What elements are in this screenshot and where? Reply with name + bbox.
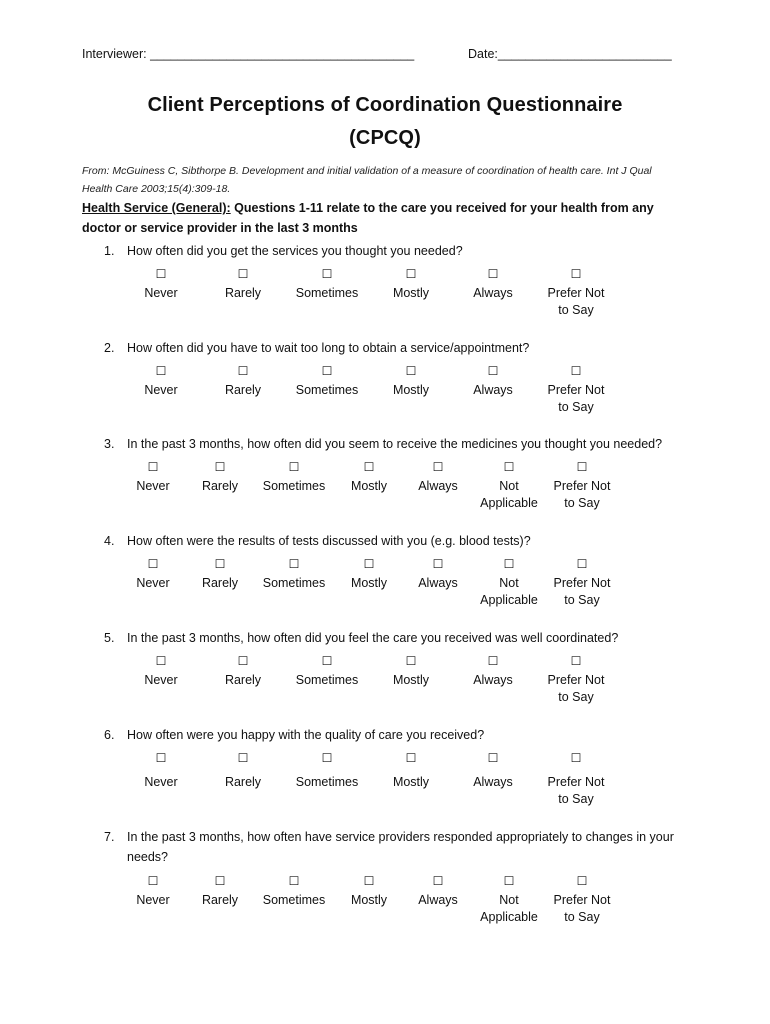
checkbox-icon[interactable]: ☐ [155, 654, 167, 668]
option-label: Prefer Not to Say [547, 673, 605, 704]
question-text: How often were you happy with the quality of care you received? [127, 728, 485, 742]
option-label: Never [136, 576, 170, 590]
option-label: Rarely [201, 576, 239, 590]
checkbox-icon[interactable]: ☐ [487, 364, 499, 378]
checkbox-icon[interactable]: ☐ [405, 267, 417, 281]
option-always[interactable] [398, 459, 478, 495]
checkbox-icon[interactable]: ☐ [321, 267, 333, 281]
option-label: Never [144, 673, 178, 687]
option-label: Never [144, 775, 178, 789]
checkbox-icon[interactable]: ☐ [214, 874, 226, 888]
option-label: Rarely [224, 673, 262, 687]
option-never[interactable] [121, 363, 201, 399]
header-line [82, 47, 682, 61]
option-label: Sometimes [262, 893, 326, 907]
checkbox-icon[interactable]: ☐ [147, 874, 159, 888]
checkbox-icon[interactable]: ☐ [576, 874, 588, 888]
option-rarely[interactable] [180, 556, 260, 592]
section-heading [82, 198, 682, 238]
checkbox-icon[interactable]: ☐ [288, 557, 300, 571]
option-label: Never [136, 893, 170, 907]
option-sometimes[interactable] [254, 556, 334, 592]
checkbox-icon[interactable]: ☐ [503, 460, 515, 474]
option-never[interactable] [121, 653, 201, 689]
option-label: Never [144, 383, 178, 397]
option-not-applicable[interactable] [476, 556, 542, 609]
option-not-applicable[interactable] [476, 459, 542, 512]
question-number: 4. [104, 534, 115, 548]
option-label: Always [473, 383, 513, 397]
checkbox-icon[interactable]: ☐ [570, 654, 582, 668]
checkbox-icon[interactable]: ☐ [576, 460, 588, 474]
option-label: Prefer Not to Say [553, 479, 611, 510]
checkbox-icon[interactable]: ☐ [155, 751, 167, 765]
option-label: Never [136, 479, 170, 493]
option-mostly[interactable] [371, 750, 451, 791]
option-sometimes[interactable] [287, 750, 367, 791]
section-label: Health Service (General): [82, 201, 231, 215]
checkbox-icon[interactable]: ☐ [237, 267, 249, 281]
option-label: Never [144, 286, 178, 300]
option-label: Sometimes [262, 576, 326, 590]
checkbox-icon[interactable]: ☐ [363, 460, 375, 474]
checkbox-icon[interactable]: ☐ [237, 364, 249, 378]
checkbox-icon[interactable]: ☐ [570, 267, 582, 281]
option-label: Always [473, 286, 513, 300]
question-number: 7. [104, 830, 115, 844]
option-label: Mostly [392, 383, 430, 397]
option-label: Sometimes [295, 286, 359, 300]
option-label: Prefer Not to Say [547, 775, 605, 806]
option-label: Rarely [224, 286, 262, 300]
option-label: Prefer Not to Say [547, 286, 605, 317]
option-label: Rarely [224, 775, 262, 789]
option-label: Rarely [201, 893, 239, 907]
option-always[interactable] [453, 363, 533, 399]
checkbox-icon[interactable]: ☐ [576, 557, 588, 571]
option-label: Prefer Not to Say [547, 383, 605, 414]
option-not-applicable[interactable] [476, 873, 542, 926]
date-field[interactable]: Date:_________________________ [468, 47, 672, 61]
option-label: Not Applicable [480, 893, 538, 924]
checkbox-icon[interactable]: ☐ [363, 557, 375, 571]
checkbox-icon[interactable]: ☐ [405, 751, 417, 765]
question-number: 2. [104, 341, 115, 355]
option-label: Always [418, 576, 458, 590]
option-always[interactable] [453, 750, 533, 791]
option-never[interactable] [121, 750, 201, 791]
option-prefer-not-to-say[interactable] [543, 653, 609, 706]
option-prefer-not-to-say[interactable] [549, 873, 615, 926]
checkbox-icon[interactable]: ☐ [503, 874, 515, 888]
page-subtitle: (CPCQ) [349, 127, 421, 149]
option-label: Always [418, 479, 458, 493]
question-text: How often were the results of tests discussed with you (e.g. blood tests)? [127, 534, 531, 548]
checkbox-icon[interactable]: ☐ [432, 874, 444, 888]
checkbox-icon[interactable]: ☐ [321, 654, 333, 668]
checkbox-icon[interactable]: ☐ [570, 364, 582, 378]
option-label: Not Applicable [480, 576, 538, 607]
checkbox-icon[interactable]: ☐ [237, 751, 249, 765]
checkbox-icon[interactable]: ☐ [321, 364, 333, 378]
option-rarely[interactable] [203, 363, 283, 399]
option-prefer-not-to-say[interactable] [543, 363, 609, 416]
option-sometimes[interactable] [254, 873, 334, 909]
question-text: In the past 3 months, how often did you feel the care you received was well coordinated? [127, 631, 619, 645]
question-text: In the past 3 months, how often did you seem to receive the medicines you thought you needed? [127, 437, 663, 451]
option-rarely[interactable] [180, 873, 260, 909]
option-label: Mostly [392, 673, 430, 687]
checkbox-icon[interactable]: ☐ [487, 654, 499, 668]
option-label: Sometimes [295, 775, 359, 789]
option-prefer-not-to-say[interactable] [543, 266, 609, 319]
option-label: Not Applicable [480, 479, 538, 510]
checkbox-icon[interactable]: ☐ [487, 267, 499, 281]
question-text: In the past 3 months, how often have service providers responded appropriately to changes in your needs? [127, 830, 674, 864]
citation: From: McGuiness C, Sibthorpe B. Development and initial validation of a measure of coordination of health care. Int J Qual Health Care 2003;15(4):309-18. [82, 165, 652, 195]
question-number: 3. [104, 437, 115, 451]
checkbox-icon[interactable]: ☐ [155, 364, 167, 378]
option-mostly[interactable] [371, 363, 451, 399]
option-label: Mostly [392, 775, 430, 789]
option-rarely[interactable] [203, 653, 283, 689]
checkbox-icon[interactable]: ☐ [363, 874, 375, 888]
option-label: Prefer Not to Say [553, 893, 611, 924]
checkbox-icon[interactable]: ☐ [214, 557, 226, 571]
option-never[interactable] [121, 266, 201, 302]
option-label: Sometimes [295, 383, 359, 397]
question-text: How often did you have to wait too long to obtain a service/appointment? [127, 341, 530, 355]
option-mostly[interactable] [371, 266, 451, 302]
checkbox-icon[interactable]: ☐ [147, 557, 159, 571]
checkbox-icon[interactable]: ☐ [405, 364, 417, 378]
section-text: Questions 1-11 relate to the care you received for your health from any doctor or service provider in the last 3 months [82, 201, 654, 235]
checkbox-icon[interactable]: ☐ [155, 267, 167, 281]
option-label: Mostly [392, 286, 430, 300]
option-mostly[interactable] [371, 653, 451, 689]
option-always[interactable] [453, 266, 533, 302]
option-always[interactable] [398, 873, 478, 909]
checkbox-icon[interactable]: ☐ [288, 460, 300, 474]
option-prefer-not-to-say[interactable] [543, 750, 609, 808]
option-label: Mostly [350, 893, 388, 907]
checkbox-icon[interactable]: ☐ [321, 751, 333, 765]
checkbox-icon[interactable]: ☐ [487, 751, 499, 765]
option-sometimes[interactable] [287, 266, 367, 302]
option-label: Always [473, 775, 513, 789]
option-prefer-not-to-say[interactable] [549, 556, 615, 609]
option-label: Always [418, 893, 458, 907]
option-sometimes[interactable] [287, 653, 367, 689]
option-label: Sometimes [295, 673, 359, 687]
option-mostly[interactable] [329, 873, 409, 909]
option-label: Rarely [224, 383, 262, 397]
question-number: 1. [104, 244, 115, 258]
option-always[interactable] [453, 653, 533, 689]
interviewer-field[interactable]: Interviewer: ______________________________________ [82, 47, 415, 61]
checkbox-icon[interactable]: ☐ [288, 874, 300, 888]
checkbox-icon[interactable]: ☐ [214, 460, 226, 474]
option-sometimes[interactable] [254, 459, 334, 495]
checkbox-icon[interactable]: ☐ [570, 751, 582, 765]
checkbox-icon[interactable]: ☐ [237, 654, 249, 668]
checkbox-icon[interactable]: ☐ [405, 654, 417, 668]
checkbox-icon[interactable]: ☐ [432, 460, 444, 474]
option-prefer-not-to-say[interactable] [549, 459, 615, 512]
option-sometimes[interactable] [287, 363, 367, 399]
option-rarely[interactable] [203, 266, 283, 302]
option-label: Prefer Not to Say [553, 576, 611, 607]
question-text: How often did you get the services you thought you needed? [127, 244, 463, 258]
option-always[interactable] [398, 556, 478, 592]
page-title: Client Perceptions of Coordination Questionnaire [147, 94, 623, 116]
option-rarely[interactable] [180, 459, 260, 495]
option-mostly[interactable] [329, 459, 409, 495]
question-number: 5. [104, 631, 115, 645]
option-rarely[interactable] [203, 750, 283, 791]
checkbox-icon[interactable]: ☐ [147, 460, 159, 474]
checkbox-icon[interactable]: ☐ [503, 557, 515, 571]
question-number: 6. [104, 728, 115, 742]
option-mostly[interactable] [329, 556, 409, 592]
option-label: Mostly [350, 479, 388, 493]
option-label: Always [473, 673, 513, 687]
option-label: Rarely [201, 479, 239, 493]
option-label: Mostly [350, 576, 388, 590]
checkbox-icon[interactable]: ☐ [432, 557, 444, 571]
option-label: Sometimes [262, 479, 326, 493]
